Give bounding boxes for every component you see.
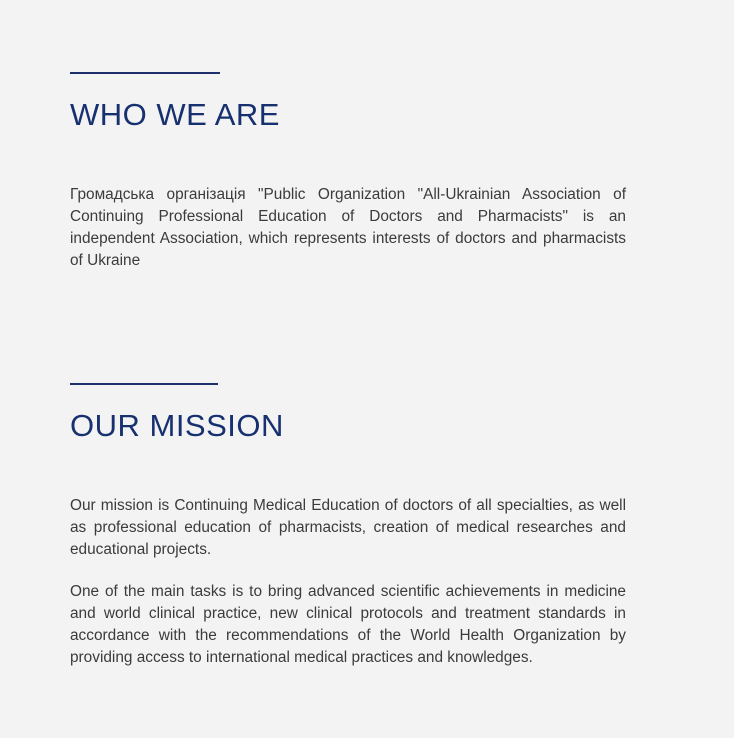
our-mission-section — [70, 383, 626, 669]
who-we-are-heading: WHO WE ARE — [70, 97, 280, 132]
heading-underline-rule — [70, 383, 218, 385]
who-we-are-text: Громадська організація "Public Organization "All-Ukrainian Association of Continuing Professional Education of Doctors and Pharmacists" is an independent Association, which represents interests of doctors and pharmacists of Ukraine — [70, 186, 626, 269]
who-we-are-section — [70, 72, 626, 272]
mission-paragraph: One of the main tasks is to bring advanced scientific achievements in medicine and world clinical practice, new clinical protocols and treatment standards in accordance with the recommendations of the World Health Organization by providing access to international medical practices and knowledges. — [70, 583, 626, 666]
our-mission-heading: OUR MISSION — [70, 408, 284, 443]
heading-underline-rule — [70, 72, 220, 74]
mission-paragraph: Our mission is Continuing Medical Education of doctors of all specialties, as well as professional education of pharmacists, creation of medical researches and educational projects. — [70, 497, 626, 558]
